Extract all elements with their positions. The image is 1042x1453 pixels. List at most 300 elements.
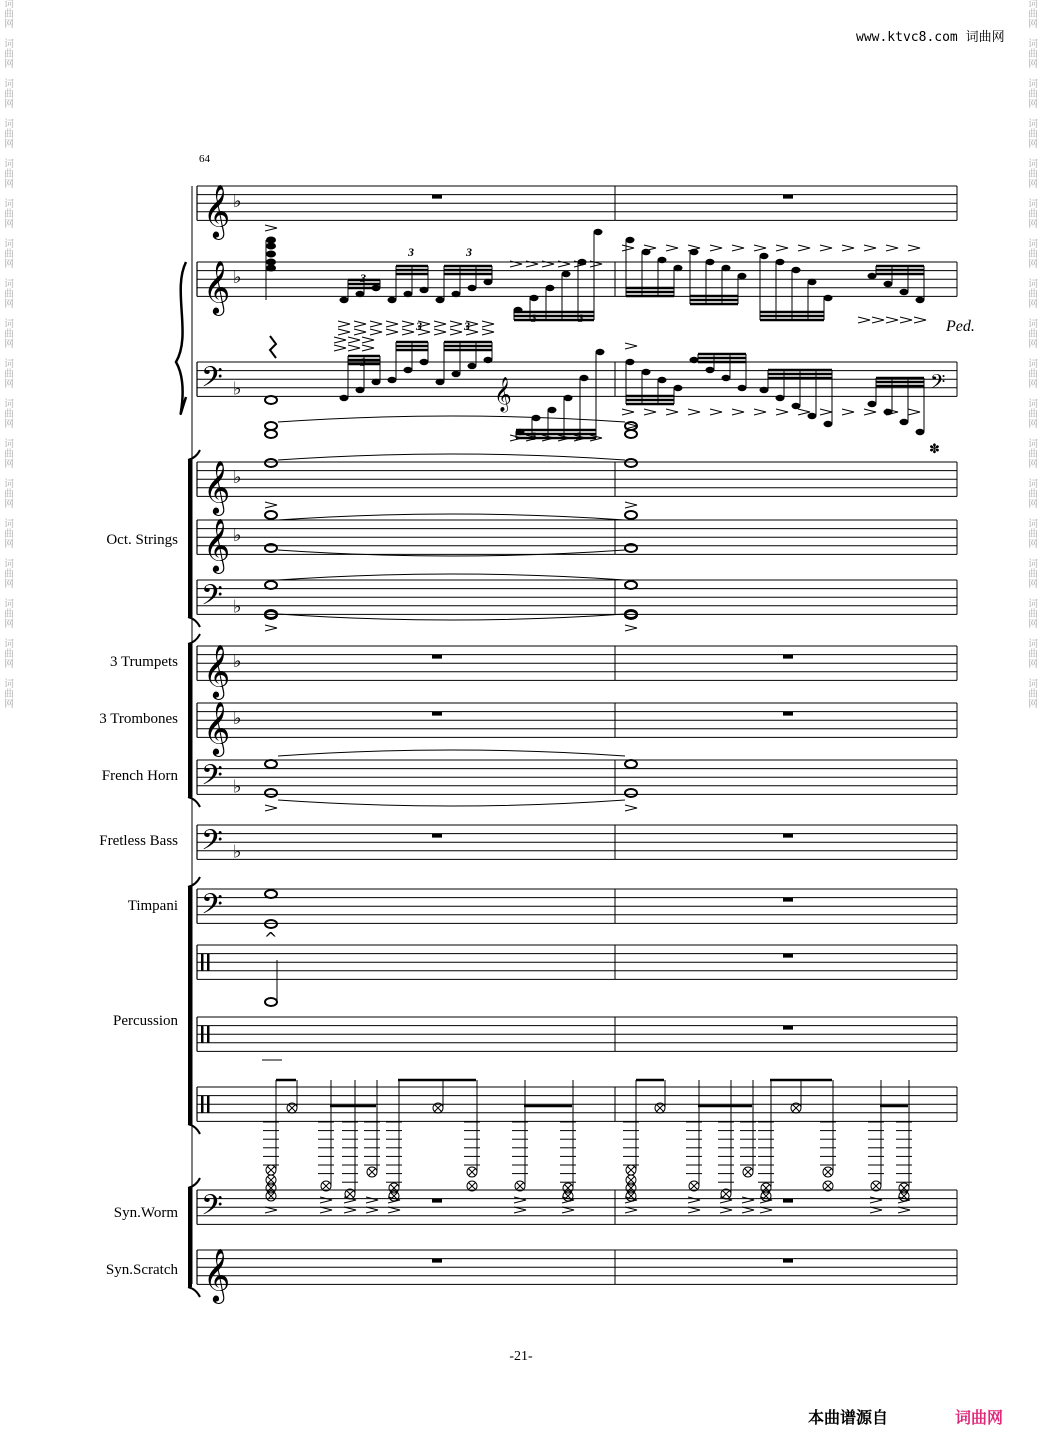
sixteenth-note — [868, 273, 877, 279]
bass-clef: 𝄢 — [201, 578, 223, 619]
header-url[interactable]: www.ktvc8.com — [856, 30, 958, 45]
triplet-number: 3 — [360, 271, 366, 285]
bracket-hook — [188, 877, 200, 887]
whole-rest — [783, 954, 793, 958]
side-watermark-char: 词 — [1028, 439, 1038, 450]
side-watermark-char: 网 — [1028, 139, 1038, 150]
bass-clef: 𝄢 — [201, 887, 223, 928]
tie — [278, 454, 625, 460]
accent-mark — [514, 1207, 526, 1213]
whole-note — [625, 459, 637, 467]
side-watermark-char: 网 — [4, 459, 14, 470]
whole-note — [265, 581, 277, 589]
accent-mark — [870, 1197, 882, 1203]
accent-mark — [625, 343, 637, 349]
side-watermark-char: 词 — [1028, 559, 1038, 570]
sixteenth-note — [916, 429, 925, 435]
whole-rest — [783, 1199, 793, 1203]
sixteenth-note — [674, 265, 683, 271]
side-watermark-char: 词 — [4, 599, 14, 610]
side-watermark-char: 网 — [1028, 299, 1038, 310]
bracket-hook — [188, 1178, 200, 1188]
accent-mark — [820, 245, 832, 251]
bracket-hook — [188, 797, 200, 807]
side-watermark-char: 词 — [4, 239, 14, 250]
accent-mark — [434, 329, 446, 335]
sixteenth-note — [404, 367, 413, 373]
sixteenth-note — [674, 385, 683, 391]
sixteenth-note — [356, 291, 365, 297]
side-watermark-char: 网 — [1028, 59, 1038, 70]
key-signature-flat: ♭ — [233, 191, 242, 213]
side-watermark-char: 词 — [4, 0, 14, 10]
side-watermark-char: 曲 — [1028, 169, 1038, 180]
side-watermark-char: 曲 — [4, 369, 14, 380]
sixteenth-note — [356, 387, 365, 393]
whole-note — [265, 396, 277, 404]
side-watermark-char: 词 — [4, 319, 14, 330]
sixteenth-note — [546, 285, 555, 291]
accent-mark — [644, 245, 656, 251]
quarter-rest — [270, 336, 276, 358]
pedal-release-mark: ✽ — [929, 442, 940, 457]
accent-mark — [265, 225, 277, 231]
staff-lines — [197, 186, 957, 1284]
accent-mark — [760, 1207, 772, 1213]
whole-rest — [783, 834, 793, 838]
accent-mark — [886, 245, 898, 251]
side-watermark-char: 词 — [4, 39, 14, 50]
whole-note — [265, 789, 277, 797]
side-watermark-char: 曲 — [1028, 289, 1038, 300]
sixteenth-note — [468, 285, 477, 291]
side-watermark-char: 网 — [4, 299, 14, 310]
side-watermark-char: 曲 — [4, 49, 14, 60]
side-watermark-char: 网 — [4, 539, 14, 550]
side-watermark-char: 曲 — [1028, 329, 1038, 340]
sixteenth-note — [658, 377, 667, 383]
accent-mark — [914, 317, 926, 323]
label-syn-scratch: Syn.Scratch — [105, 1262, 178, 1278]
sixteenth-note — [792, 267, 801, 273]
side-watermark-char: 词 — [4, 439, 14, 450]
accent-mark — [886, 317, 898, 323]
triplet-number: 3 — [576, 429, 582, 443]
accent-mark — [666, 245, 678, 251]
triplet-number: 3 — [464, 319, 470, 333]
sixteenth-note — [626, 237, 635, 243]
side-watermark-char: 网 — [4, 379, 14, 390]
side-watermark-char: 词 — [1028, 199, 1038, 210]
triplet-number: 3 — [360, 355, 366, 369]
sixteenth-note — [562, 271, 571, 277]
accent-mark — [898, 1207, 910, 1213]
sixteenth-note — [340, 395, 349, 401]
triplet-number: 3 — [416, 319, 422, 333]
side-watermark-char: 词 — [1028, 0, 1038, 10]
whole-note — [265, 544, 277, 552]
accent-mark — [366, 1197, 378, 1203]
treble-clef: 𝄞 — [203, 517, 231, 572]
chord-note — [266, 243, 276, 250]
triplet-number: 3 — [578, 311, 584, 325]
whole-note — [265, 760, 277, 768]
key-signature-flat: ♭ — [233, 708, 242, 730]
accent-mark — [742, 1197, 754, 1203]
percussion-clef — [201, 1096, 204, 1113]
footer-source-link[interactable]: 词曲网 — [955, 1408, 1004, 1427]
side-watermark-char: 词 — [4, 359, 14, 370]
sixteenth-note — [884, 281, 893, 287]
percussion-clef — [207, 1096, 210, 1113]
tie — [278, 750, 625, 756]
sixteenth-note — [484, 279, 493, 285]
side-watermark-char: 网 — [4, 179, 14, 190]
whole-rest — [432, 834, 442, 838]
accent-mark — [514, 1197, 526, 1203]
whole-note — [625, 760, 637, 768]
accent-mark — [908, 409, 920, 415]
chord-note — [266, 251, 276, 258]
side-watermark-char: 网 — [4, 579, 14, 590]
tie — [278, 514, 625, 520]
sixteenth-note — [722, 265, 731, 271]
whole-rest — [783, 655, 793, 659]
accent-mark — [900, 317, 912, 323]
side-watermark-char: 网 — [1028, 339, 1038, 350]
side-watermark-char: 网 — [1028, 619, 1038, 630]
sixteenth-note — [722, 375, 731, 381]
system-bracket — [188, 887, 192, 1124]
accent-mark — [625, 625, 637, 631]
label-oct-strings: Oct. Strings — [106, 532, 178, 548]
side-watermark-char: 曲 — [1028, 49, 1038, 60]
sixteenth-note — [452, 291, 461, 297]
accent-mark — [388, 1207, 400, 1213]
page-number: -21- — [509, 1349, 533, 1364]
accent-mark — [720, 1197, 732, 1203]
bass-clef-change: 𝄢 — [930, 370, 946, 398]
whole-rest — [783, 712, 793, 716]
label-syn-worm: Syn.Worm — [113, 1205, 178, 1221]
accent-mark — [776, 409, 788, 415]
accent-mark — [625, 805, 637, 811]
accent-mark — [320, 1207, 332, 1213]
sixteenth-note — [760, 253, 769, 259]
side-watermark-char: 网 — [1028, 259, 1038, 270]
accent-mark — [842, 245, 854, 251]
sixteenth-note — [808, 279, 817, 285]
accent-mark — [370, 329, 382, 335]
accent-mark — [354, 329, 366, 335]
side-watermark-char: 词 — [4, 399, 14, 410]
side-watermark-char: 词 — [1028, 119, 1038, 130]
accent-mark — [688, 1197, 700, 1203]
piano-brace — [176, 262, 186, 414]
sixteenth-note — [452, 371, 461, 377]
whole-rest — [432, 712, 442, 716]
key-signature-flat: ♭ — [233, 841, 242, 863]
side-watermark-char: 网 — [4, 619, 14, 630]
sixteenth-note — [596, 349, 605, 355]
accent-mark — [622, 245, 634, 251]
treble-clef: 𝄞 — [203, 259, 231, 314]
accent-mark — [386, 329, 398, 335]
sixteenth-note — [808, 413, 817, 419]
chord-note — [266, 265, 276, 272]
accent-mark — [688, 1207, 700, 1213]
triplet-number: 3 — [408, 245, 414, 259]
accent-mark — [872, 317, 884, 323]
sixteenth-note — [388, 297, 397, 303]
system-bracket — [188, 460, 192, 617]
accent-mark — [864, 245, 876, 251]
sixteenth-note — [868, 401, 877, 407]
side-watermark-char: 曲 — [4, 569, 14, 580]
accent-mark — [402, 329, 414, 335]
side-watermark-char: 曲 — [1028, 249, 1038, 260]
accent-mark — [908, 245, 920, 251]
sixteenth-note — [580, 375, 589, 381]
side-watermark-char: 网 — [4, 499, 14, 510]
percussion-clef — [201, 954, 204, 971]
accent-mark — [798, 409, 810, 415]
key-signature-flat: ♭ — [233, 525, 242, 547]
side-watermark-char: 词 — [1028, 279, 1038, 290]
label-fretless-bass: Fretless Bass — [99, 833, 178, 849]
sixteenth-note — [642, 369, 651, 375]
side-watermark-char: 网 — [1028, 539, 1038, 550]
side-watermark-char: 词 — [1028, 359, 1038, 370]
bracket-hook — [188, 634, 200, 644]
whole-note — [625, 544, 637, 552]
side-watermark-char: 曲 — [1028, 529, 1038, 540]
accent-mark — [666, 409, 678, 415]
bass-clef: 𝄢 — [201, 823, 223, 864]
accent-mark — [742, 1207, 754, 1213]
sixteenth-note — [658, 257, 667, 263]
side-watermark-char: 网 — [1028, 579, 1038, 590]
sixteenth-note — [824, 295, 833, 301]
treble-clef: 𝄞 — [203, 1247, 231, 1302]
bracket-hook — [188, 1287, 200, 1297]
side-watermark-char: 词 — [4, 279, 14, 290]
side-watermark-char: 曲 — [1028, 409, 1038, 420]
accent-mark — [482, 329, 494, 335]
side-watermark-char: 词 — [1028, 599, 1038, 610]
header-site-name: 词曲网 — [965, 30, 1005, 45]
sixteenth-note — [706, 259, 715, 265]
sixteenth-note — [760, 387, 769, 393]
side-watermark-char: 词 — [1028, 39, 1038, 50]
side-watermark-char: 曲 — [1028, 209, 1038, 220]
side-watermark-char: 网 — [4, 59, 14, 70]
accent-mark — [820, 409, 832, 415]
whole-note — [265, 422, 277, 430]
side-watermark-char: 词 — [4, 479, 14, 490]
side-watermark-char: 词 — [1028, 159, 1038, 170]
bass-clef: 𝄢 — [201, 758, 223, 799]
side-watermark-char: 曲 — [4, 409, 14, 420]
whole-note — [265, 920, 277, 928]
treble-clef: 𝄞 — [203, 459, 231, 514]
side-watermark-char: 曲 — [1028, 9, 1038, 20]
side-watermark-char: 词 — [1028, 519, 1038, 530]
side-watermark-char: 网 — [1028, 99, 1038, 110]
side-watermark-char: 词 — [1028, 679, 1038, 690]
system-bracket — [188, 644, 192, 797]
side-watermark-char: 曲 — [4, 609, 14, 620]
sixteenth-note — [340, 297, 349, 303]
accent-mark — [625, 1207, 637, 1213]
tie — [278, 416, 625, 422]
whole-rest — [783, 898, 793, 902]
side-watermark-char: 词 — [4, 639, 14, 650]
whole-note — [265, 430, 277, 438]
accent-mark — [366, 1207, 378, 1213]
sixteenth-note — [824, 421, 833, 427]
side-watermark-char: 词 — [4, 519, 14, 530]
accent-mark — [348, 337, 360, 343]
side-watermark-char: 曲 — [1028, 449, 1038, 460]
side-watermark-char: 网 — [4, 699, 14, 710]
accent-mark — [732, 409, 744, 415]
sixteenth-note — [594, 229, 603, 235]
accent-mark — [870, 1207, 882, 1213]
sixteenth-note — [548, 407, 557, 413]
accent-mark — [864, 409, 876, 415]
side-watermark-char: 曲 — [4, 329, 14, 340]
bracket-hook — [188, 1124, 200, 1134]
half-note — [265, 998, 277, 1006]
side-watermark-char: 网 — [1028, 19, 1038, 30]
treble-clef: 𝄞 — [203, 700, 231, 755]
side-watermark-char: 网 — [4, 259, 14, 270]
accent-mark — [710, 409, 722, 415]
sixteenth-note — [436, 297, 445, 303]
accent-mark — [362, 337, 374, 343]
label-timpani: Timpani — [127, 898, 178, 914]
accent-mark — [644, 409, 656, 415]
sixteenth-note — [738, 385, 747, 391]
sixteenth-note — [690, 357, 699, 363]
key-signature-flat: ♭ — [233, 467, 242, 489]
accent-mark — [265, 502, 277, 508]
accent-mark — [754, 245, 766, 251]
accent-mark — [732, 245, 744, 251]
sixteenth-note — [484, 357, 493, 363]
chord-note — [266, 259, 276, 266]
accent-mark — [370, 321, 382, 327]
side-watermark-char: 网 — [1028, 499, 1038, 510]
whole-rest — [783, 1259, 793, 1263]
accent-mark — [348, 345, 360, 351]
sixteenth-note — [792, 403, 801, 409]
whole-rest — [783, 1026, 793, 1030]
accent-mark — [362, 345, 374, 351]
side-watermark-char: 网 — [4, 659, 14, 670]
side-watermark-char: 网 — [4, 19, 14, 30]
side-watermark-char: 曲 — [4, 489, 14, 500]
side-watermark-char: 词 — [4, 79, 14, 90]
accent-mark — [754, 409, 766, 415]
side-watermark-char: 曲 — [4, 209, 14, 220]
treble-clef: 𝄞 — [203, 183, 231, 238]
whole-note — [265, 890, 277, 898]
side-watermark-char: 曲 — [4, 9, 14, 20]
sixteenth-note — [900, 419, 909, 425]
whole-note — [625, 581, 637, 589]
key-signature-flat: ♭ — [233, 596, 242, 618]
whole-note — [265, 511, 277, 519]
sixteenth-note — [530, 295, 539, 301]
side-watermark-char: 网 — [4, 419, 14, 430]
side-watermark-char: 曲 — [1028, 489, 1038, 500]
sixteenth-note — [706, 367, 715, 373]
accent-mark — [710, 245, 722, 251]
accent-mark — [354, 321, 366, 327]
accent-mark — [344, 1197, 356, 1203]
side-watermark-char: 词 — [1028, 639, 1038, 650]
side-watermark-char: 曲 — [1028, 129, 1038, 140]
key-signature-flat: ♭ — [233, 378, 242, 400]
triplet-number: 3 — [466, 245, 472, 259]
sixteenth-note — [404, 291, 413, 297]
marcato-mark: ^ — [264, 929, 278, 948]
label-french-horn: French Horn — [101, 768, 178, 784]
accent-mark — [776, 245, 788, 251]
sixteenth-note — [436, 379, 445, 385]
key-signature-flat: ♭ — [233, 776, 242, 798]
side-watermark-char: 网 — [4, 339, 14, 350]
side-watermark-char: 词 — [4, 559, 14, 570]
sixteenth-note — [564, 395, 573, 401]
side-watermark-char: 曲 — [4, 689, 14, 700]
pedal-mark: Ped. — [946, 318, 975, 335]
side-watermark-char: 网 — [1028, 219, 1038, 230]
sixteenth-note — [916, 297, 925, 303]
triplet-number: 3 — [531, 429, 537, 443]
footer-source-label: 本曲谱源自 — [808, 1408, 889, 1427]
side-watermark-char: 网 — [4, 139, 14, 150]
side-watermark-char: 词 — [1028, 399, 1038, 410]
side-watermark-char: 词 — [1028, 479, 1038, 490]
label-trombones: 3 Trombones — [99, 711, 178, 727]
side-watermark-char: 词 — [4, 159, 14, 170]
whole-note — [265, 459, 277, 467]
accent-mark — [858, 317, 870, 323]
accent-mark — [688, 409, 700, 415]
accent-mark — [265, 1207, 277, 1213]
sixteenth-note — [420, 287, 429, 293]
whole-rest — [432, 1259, 442, 1263]
side-watermark-char: 曲 — [4, 649, 14, 660]
whole-note — [625, 789, 637, 797]
percussion-clef — [207, 1026, 210, 1043]
whole-rest — [432, 655, 442, 659]
whole-rest — [432, 1199, 442, 1203]
measure-number: 64 — [199, 153, 210, 165]
side-watermark-char: 曲 — [1028, 89, 1038, 100]
label-percussion: Percussion — [113, 1013, 178, 1029]
label-trumpets: 3 Trumpets — [110, 654, 178, 670]
accent-mark — [622, 409, 634, 415]
tie — [278, 550, 625, 556]
accent-mark — [402, 321, 414, 327]
bracket-hook — [188, 450, 200, 460]
side-watermark-char: 词 — [1028, 79, 1038, 90]
accent-mark — [386, 321, 398, 327]
